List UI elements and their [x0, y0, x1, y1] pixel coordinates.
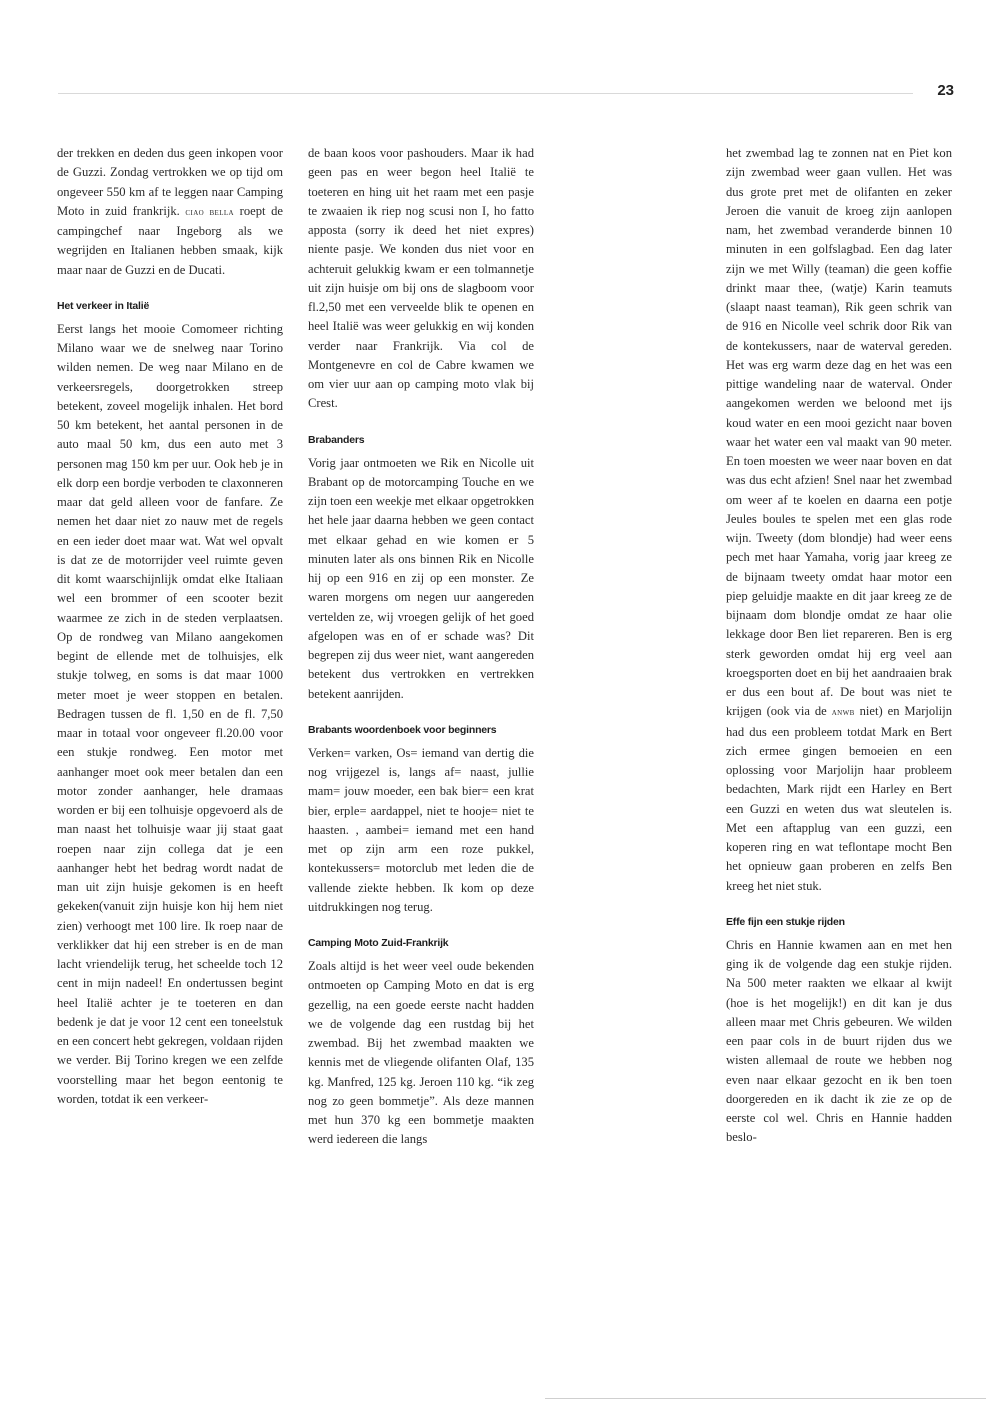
section-heading: Brabanders [308, 433, 365, 446]
paragraph: Chris en Hannie kwamen aan en met hen ging ik de volgende dag een stukje rijden. Na 500 meter raakten we elkaar al kwijt (hoe is het mogelijk!) en dit kan je dus alleen maar met Chris gebeuren. We wilden een paar cols in de buurt rijden dus we wisten allemaal de route we hebben nog even naar elkaar gezocht en ik ben toen doorgereden en ik dacht ik zie ze op de eerste col wel. Chris en Hannie hadden beslo- [726, 937, 952, 1145]
header-rule [58, 93, 913, 94]
paragraph: Vorig jaar ontmoeten we Rik en Nicolle uit Brabant op de motorcamping Touche en we zijn toen een weekje met elkaar opgetrokken het hele jaar daarna hebben we geen contact met elkaar gehad en wie komen er 5 minuten later als ons binnen Rik en Nicolle hij op een 916 en zij op een monster. Ze waren morgens om negen uur aangereden vertelden ze, wij vroegen gelijk of het goed afgelopen was en of er schade was? Dit begrepen zij dus weer niet, want aangereden betekent dus vertrokken en vertrekken betekent aanrijden. [308, 455, 534, 701]
section-heading: Camping Moto Zuid-Frankrijk [308, 937, 449, 949]
text-column-3 [726, 144, 952, 1148]
text-column-1 [57, 144, 283, 1109]
section-heading: Effe fijn een stukje rijden [726, 915, 845, 928]
paragraph-text: niet) en Marjolijn had dus een probleem totdat Mark en Bert zich ermee gingen bemoeien en een oplossing voor Marjolijn haar probleem bedachten, Mark rijdt een Harley en Bert een Guzzi en weten dus wat sleutelen is. Met een aftapplug van een guzzi, een koperen ring en wat teflontape mocht Ben het opnieuw gaan proberen en zelfs Ben kreeg het niet stuk. [726, 704, 952, 893]
section-heading: Brabants woordenboek voor beginners [308, 723, 497, 736]
bottom-rule [545, 1398, 986, 1399]
paragraph: de baan koos voor pashouders. Maar ik had geen pas en weer begon heel Italië te toeteren en hing uit het raam met een pasje te zwaaien ik riep nog scusi non I, ho fatto apposta (sorry ik deed het niet expres) niente pasje. We konden dus niet voor en achteruit gelukkig kwam er een tolmannetje uit zijn huisje om bij ons de slagboom voor fl.2,50 met een verveelde blik te openen en heel Italië was weer gelukkig en wij konden verder naar Frankrijk. Via col de Montgenevre en col de Cabre kwamen we om vier uur aan op camping moto vlak bij Crest. [308, 146, 534, 411]
paragraph [726, 144, 952, 896]
page-number: 23 [937, 82, 954, 99]
paragraph-text: der trekken en deden dus geen inkopen voor de Guzzi. Zondag vertrokken we op tijd om ongeveer 550 km af te leggen naar Camping Moto in zuid frankrijk. [57, 146, 283, 218]
paragraph [57, 144, 283, 280]
paragraph: Eerst langs het mooie Comomeer richting Milano waar we de snelweg naar Torino wilden nemen. De weg naar Milano en de verkeersregels, doorgetrokken streep betekent, zoveel mogelijk inhalen. Het bord 50 km betekent, het aantal personen in de auto maal 50 km, dus een auto met 3 personen mag 150 km per uur. Ook heb je in elk dorp een bordje verboden te claxonneren maar dat geld alleen voor de fanfare. Ze nemen het daar niet zo nauw met de regels en een ieder doet maar wat. Wat wel opvalt is dat ze de motorrijder veel ruimte geven dit komt waarschijnlijk omdat elke Italiaan wel een brommer of een scooter bezit waarmee ze zich in de steden verplaatsen. Op de rondweg van Milano aangekomen begint de ellende met de tolhuisjes, elk stukje tolweg, en soms is dat maar 1000 meter moet je weer stoppen en betalen. Bedragen tussen de fl. 1,50 en de fl. 7,50 maar in totaal voor ongeveer fl.20.00 voor een stukje rondweg. Een motor met aanhanger moet ook meer betalen dan een motor zonder aanhanger, hele dramaas worden er bij een tolhuisje opgevoerd als de man naast het tolhuisje waar jij staat gaat roepen naar zijn collega dat je een aanhanger hebt het bedrag wordt nadat de man uit zijn huisje gekomen is en heeft gekeken(vanuit zijn huisje kon hij hem niet zien) verhoogt met 100 lire. Ik roep naar de verklikker dat hij een streber is en de man lacht vriendelijk terug, het scheelde toch 12 cent in mijn nadeel! En ondertussen begint heel Italië achter je te toeteren en dan bedenk je dat je voor 12 cent een toneelstuk en een concert hebt gekregen, voldaan rijden we verder. Bij Torino kregen we een zelfde voorstelling maar het begon eentonig te worden, totdat ik een verkeer- [57, 321, 283, 1106]
text-column-2 [308, 144, 534, 1150]
paragraph-text: het zwembad lag te zonnen nat en Piet kon zijn zwembad weer gaan vullen. Het was dus grote pret met de olifanten en zeker Jeroen die vanuit de kroeg zijn aanlopen nam, het zwembad veranderde binnen 10 minuten in een golfslagbad. Een dag later zijn we met Willy (teaman) die geen koffie drinkt maar thee, (watje) Karin teamuts (slaapt naast teaman), Rik geen schrik van de 916 en Nicolle veel schrik door Rik van de kontekussers, naar de waterval gereden. Het was erg warm deze dag en het was een pittige wandeling naar de waterval. Onder aangekomen werden we beloond met ijs koud water en een mooi gezicht naar boven waar het water een val maakt van 90 meter. En toen moesten we weer naar boven en dat was dus echt afzien! Snel naar het zwembad om weer af te koelen en daarna een potje Jeules boules te spelen met een glas rode wijn. Tweety (dom blondje) had weer eens pech met haar Yamaha, vorig jaar kreeg ze de bijnaam tweety omdat haar motor een piep geluidje maakte en dit jaar kreeg ze de bijnaam dom blondje omdat ze haar olie lekkage door Ben liet repareren. Ben is erg sterk geworden omdat hij erg veel aan kroegsporten doet en bij het aandraaien brak er dus een bout af. De bout was niet te krijgen (ook via de [726, 146, 952, 719]
small-caps-text: anwb [831, 707, 855, 719]
section-heading: Het verkeer in Italië [57, 299, 150, 312]
paragraph-text: roept de campingchef naar Ingeborg als we wegrijden en Italianen hebben smaak, kijk maar naar de Guzzi en de Ducati. [57, 203, 283, 277]
paragraph: Zoals altijd is het weer veel oude bekenden ontmoeten op Camping Moto en dat is erg gezellig, na een goede eerste nacht hadden we de volgende dag een rustdag bij het zwembad. Bij het zwembad maakten we kennis met de vliegende olifanten Olaf, 135 kg. Manfred, 125 kg. Jeroen 110 kg. “ik zeg nog zo geen bommetje”. Als deze mannen met hun 370 kg een bommetje maakten werd iedereen die langs [308, 959, 534, 1147]
small-caps-text: ciao bella [185, 206, 235, 218]
paragraph: Verken= varken, Os= iemand van dertig die nog vrijgezel is, langs af= naast, jullie mam= jouw moeder, een bak bier= een krat bier, erple= aardappel, niet te hooje= niet te haasten. , aambei= iemand met een hand met op zijn arm een roze pukkel, kontekussers= motorclub met leden die de vallende ziekte hebben. Ik kom op deze uitdrukkingen nog terug. [308, 745, 534, 914]
